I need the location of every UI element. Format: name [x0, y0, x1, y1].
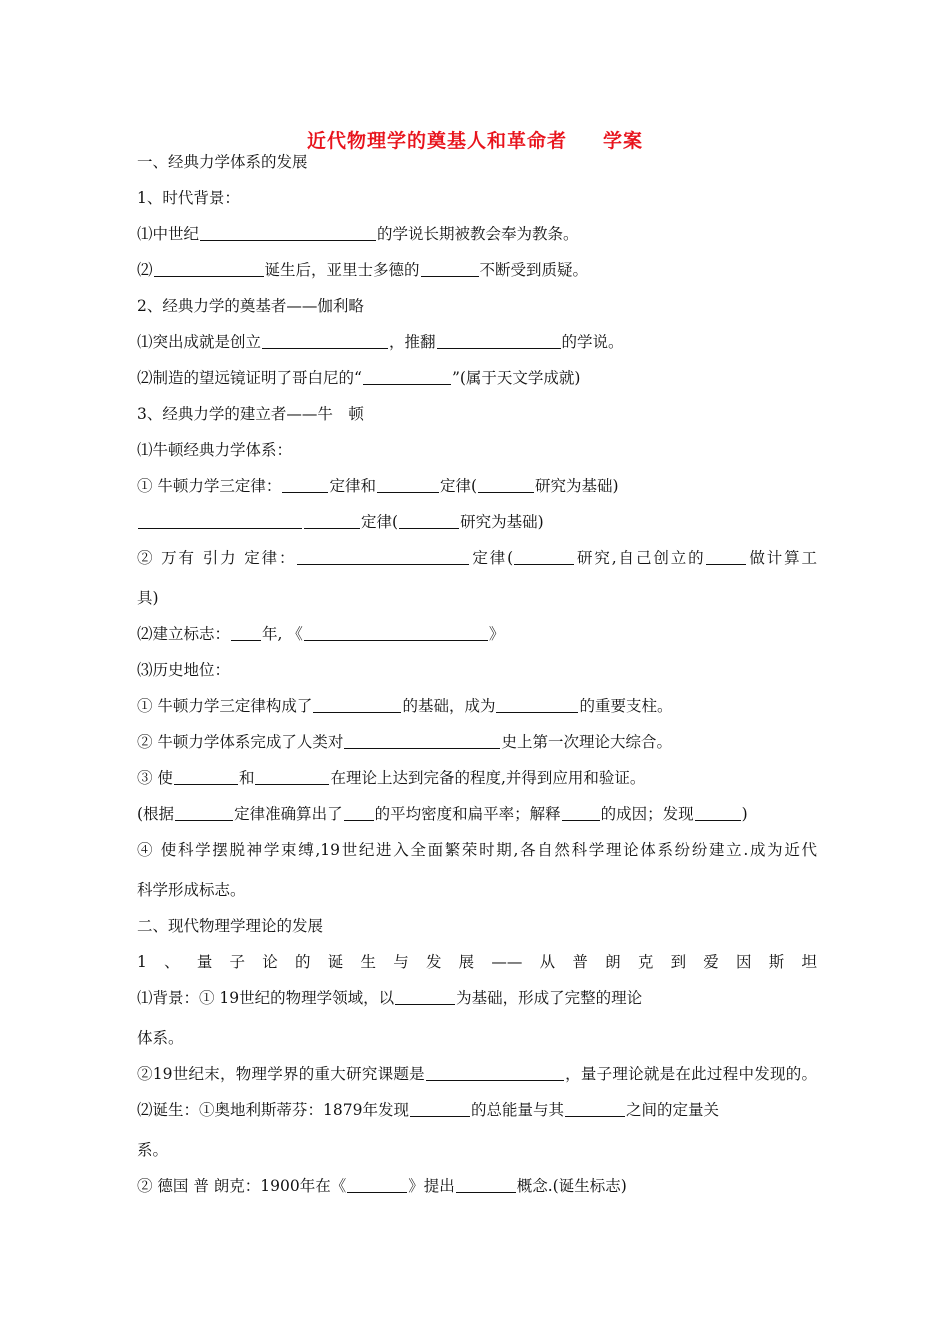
fill-in-blank[interactable]: [377, 476, 439, 493]
text-line: [137, 188, 817, 208]
fill-in-blank[interactable]: [706, 548, 746, 565]
line-text: ，量子理论就是在此过程中发现的。: [564, 1065, 817, 1083]
text-line: [137, 476, 817, 496]
fill-in-blank[interactable]: [565, 1100, 625, 1117]
text-line: [137, 368, 817, 388]
line-text: 科学形成标志。: [137, 881, 246, 899]
line-text: 研究为基础): [460, 513, 544, 531]
line-text: ”(属于天文学成就): [451, 369, 581, 387]
text-line: [137, 804, 817, 824]
text-line: [137, 1140, 817, 1160]
fill-in-blank[interactable]: [437, 332, 561, 349]
line-text: 年, 《: [262, 625, 303, 643]
line-text: 的重要支柱。: [579, 697, 673, 715]
fill-in-blank[interactable]: [421, 260, 479, 277]
line-text: 定律(: [439, 477, 478, 495]
text-line: [137, 332, 817, 352]
line-text: 做计算工: [747, 549, 817, 567]
line-text: ④ 使科学摆脱神学束缚,19世纪进入全面繁荣时期,各自然科学理论体系纷纷建立.成为近代: [137, 841, 817, 859]
line-text: ⑴中世纪: [137, 225, 200, 243]
fill-in-blank[interactable]: [363, 368, 451, 385]
text-line: [137, 768, 817, 788]
line-text: 二、现代物理学理论的发展: [137, 917, 324, 935]
line-text: 1、时代背景：: [137, 189, 240, 207]
fill-in-blank[interactable]: [399, 512, 459, 529]
line-text: ⑵建立标志：: [137, 625, 231, 643]
line-text: 研究,自己创立的: [575, 549, 706, 567]
fill-in-blank[interactable]: [426, 1064, 564, 1081]
text-line: [137, 696, 817, 716]
text-line: [137, 404, 817, 424]
fill-in-blank[interactable]: [695, 804, 741, 821]
line-text: ⑵诞生：①奥地利斯蒂芬：1879年发现: [137, 1101, 409, 1119]
line-text: 》: [488, 625, 505, 643]
line-text: 为基础，形成了完整的理论: [456, 989, 643, 1007]
line-text: 体系。: [137, 1029, 184, 1047]
line-text: ): [741, 805, 748, 823]
line-text: 诞生后，亚里士多德的: [264, 261, 420, 279]
text-line: [137, 548, 817, 568]
line-text: 的成因；发现: [600, 805, 694, 823]
line-text: 系。: [137, 1141, 169, 1159]
fill-in-blank[interactable]: [200, 224, 376, 241]
line-text: 具): [137, 589, 159, 607]
text-line: [137, 440, 817, 460]
fill-in-blank[interactable]: [255, 768, 329, 785]
title-suffix: 学案: [603, 130, 644, 152]
fill-in-blank[interactable]: [282, 476, 328, 493]
line-text: ，推翻: [389, 333, 436, 351]
line-text: ⑴牛顿经典力学体系：: [137, 441, 293, 459]
text-line: [137, 988, 817, 1008]
fill-in-blank[interactable]: [138, 512, 302, 529]
line-text: 的总能量与其: [470, 1101, 564, 1119]
title-main: 近代物理学的奠基人和革命者: [306, 130, 567, 152]
line-text: 的学说。: [561, 333, 624, 351]
fill-in-blank[interactable]: [410, 1100, 470, 1117]
fill-in-blank[interactable]: [297, 548, 469, 565]
line-text: 概念.(诞生标志): [516, 1177, 627, 1195]
text-line: [137, 732, 817, 752]
fill-in-blank[interactable]: [262, 332, 388, 349]
line-text: 3、经典力学的建立者——牛 顿: [137, 405, 364, 423]
fill-in-blank[interactable]: [456, 1176, 516, 1193]
fill-in-blank[interactable]: [231, 624, 261, 641]
line-text: ⑶历史地位：: [137, 661, 231, 679]
line-text: 之间的定量关: [625, 1101, 719, 1119]
line-text: 一、经典力学体系的发展: [137, 153, 308, 171]
line-text: 不断受到质疑。: [479, 261, 589, 279]
line-text: 史上第一次理论大综合。: [501, 733, 672, 751]
line-text: (根据: [137, 805, 175, 823]
text-line: [137, 880, 817, 900]
text-line: [137, 152, 817, 172]
text-line: [137, 588, 817, 608]
line-text: ⑵: [137, 261, 153, 279]
fill-in-blank[interactable]: [562, 804, 600, 821]
line-text: 定律(: [470, 549, 514, 567]
line-text: 1、量子论的诞生与发展——从普朗克到爱因斯坦: [137, 953, 817, 971]
text-line: [137, 224, 817, 244]
line-text: 的基础，成为: [402, 697, 496, 715]
line-text: ② 德国 普 朗克：1900年在《: [137, 1177, 347, 1195]
fill-in-blank[interactable]: [347, 1176, 407, 1193]
line-text: ③ 使: [137, 769, 173, 787]
line-text: 定律准确算出了: [234, 805, 343, 823]
fill-in-blank[interactable]: [344, 804, 374, 821]
text-line: [137, 1028, 817, 1048]
text-line: [137, 1176, 817, 1196]
fill-in-blank[interactable]: [496, 696, 578, 713]
line-text: 的学说长期被教会奉为教条。: [377, 225, 579, 243]
text-line: [137, 840, 817, 860]
fill-in-blank[interactable]: [174, 768, 238, 785]
line-text: ② 牛顿力学体系完成了人类对: [137, 733, 344, 751]
fill-in-blank[interactable]: [304, 624, 488, 641]
text-line: [137, 660, 817, 680]
line-text: ⑴背景：① 19世纪的物理学领域，以: [137, 989, 395, 1007]
fill-in-blank[interactable]: [313, 696, 401, 713]
fill-in-blank[interactable]: [154, 260, 264, 277]
line-text: 的平均密度和扁平率；解释: [374, 805, 561, 823]
line-text: 和: [238, 769, 255, 787]
fill-in-blank[interactable]: [344, 732, 500, 749]
page-title: [0, 126, 950, 153]
text-line: [137, 260, 817, 280]
text-line: [137, 624, 817, 644]
line-text: ⑴突出成就是创立: [137, 333, 262, 351]
line-text: ① 牛顿力学三定律：: [137, 477, 282, 495]
line-text: 定律和: [329, 477, 376, 495]
text-line: [137, 296, 817, 316]
fill-in-blank[interactable]: [304, 512, 360, 529]
line-text: 在理论上达到完备的程度,并得到应用和验证。: [330, 769, 646, 787]
text-line: [137, 1064, 817, 1084]
line-text: ① 牛顿力学三定律构成了: [137, 697, 313, 715]
line-text: ⑵制造的望远镜证明了哥白尼的“: [137, 369, 362, 387]
text-line: [137, 952, 817, 972]
fill-in-blank[interactable]: [395, 988, 455, 1005]
line-text: 研究为基础): [535, 477, 619, 495]
line-text: ② 万有 引力 定律：: [137, 549, 297, 567]
text-line: [137, 1100, 817, 1120]
line-text: 定律(: [361, 513, 399, 531]
text-line: [137, 512, 817, 532]
fill-in-blank[interactable]: [175, 804, 233, 821]
fill-in-blank[interactable]: [514, 548, 574, 565]
fill-in-blank[interactable]: [478, 476, 534, 493]
line-text: 2、经典力学的奠基者——伽利略: [137, 297, 364, 315]
line-text: 》提出: [408, 1177, 455, 1195]
text-line: [137, 916, 817, 936]
line-text: ②19世纪末，物理学界的重大研究课题是: [137, 1065, 425, 1083]
